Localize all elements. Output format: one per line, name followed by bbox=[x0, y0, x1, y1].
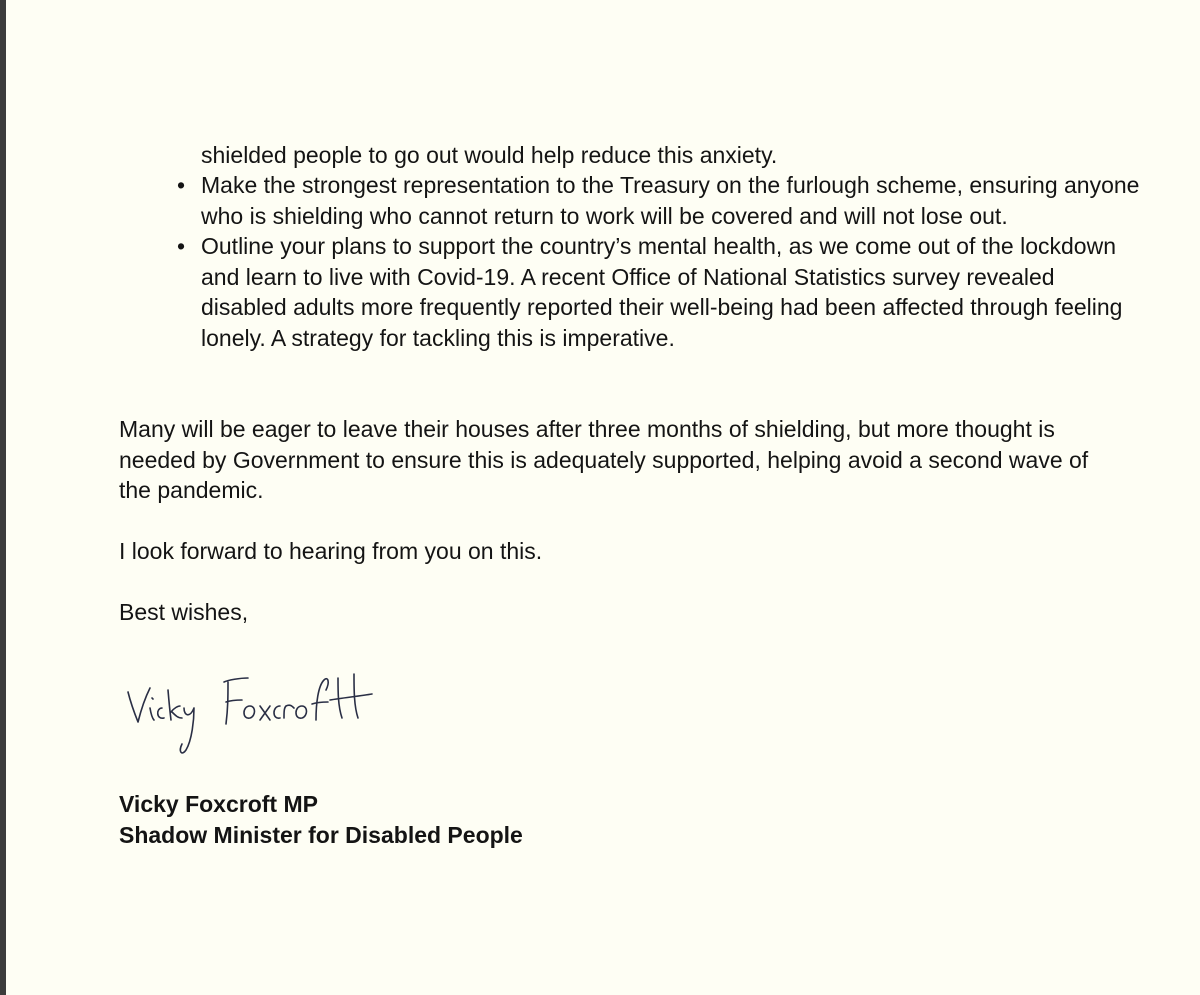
bullet-icon: • bbox=[177, 233, 186, 259]
letter-page bbox=[6, 0, 1200, 995]
handwritten-signature bbox=[116, 660, 396, 770]
bullet-text: Outline your plans to support the country’s mental health, as we come out of the lockdown and learn to live with Covid-19. A recent Office of National Statistics survey revealed disabled adults more frequently reported their well-being had been affected through feeling lonely. A strategy for tackling this is imperative. bbox=[201, 233, 1123, 351]
bullet-list bbox=[177, 170, 1141, 353]
signatory-title: Shadow Minister for Disabled People bbox=[119, 822, 523, 848]
bullet-item bbox=[177, 231, 1141, 353]
bullet-item bbox=[177, 170, 1141, 231]
bullet-continuation-line: shielded people to go out would help reduce this anxiety. bbox=[201, 142, 778, 168]
closing-paragraph: Many will be eager to leave their houses after three months of shielding, but more thought is needed by Government to ensure this is adequately supported, helping avoid a second wave of the pandemic. bbox=[119, 416, 1089, 503]
signatory-name: Vicky Foxcroft MP bbox=[119, 791, 318, 817]
salutation: Best wishes, bbox=[119, 599, 249, 625]
followup-line: I look forward to hearing from you on this. bbox=[119, 538, 543, 564]
bullet-text: Make the strongest representation to the Treasury on the furlough scheme, ensuring anyone who is shielding who cannot return to work will be covered and will not lose out. bbox=[201, 172, 1140, 229]
bullet-icon: • bbox=[177, 172, 186, 198]
